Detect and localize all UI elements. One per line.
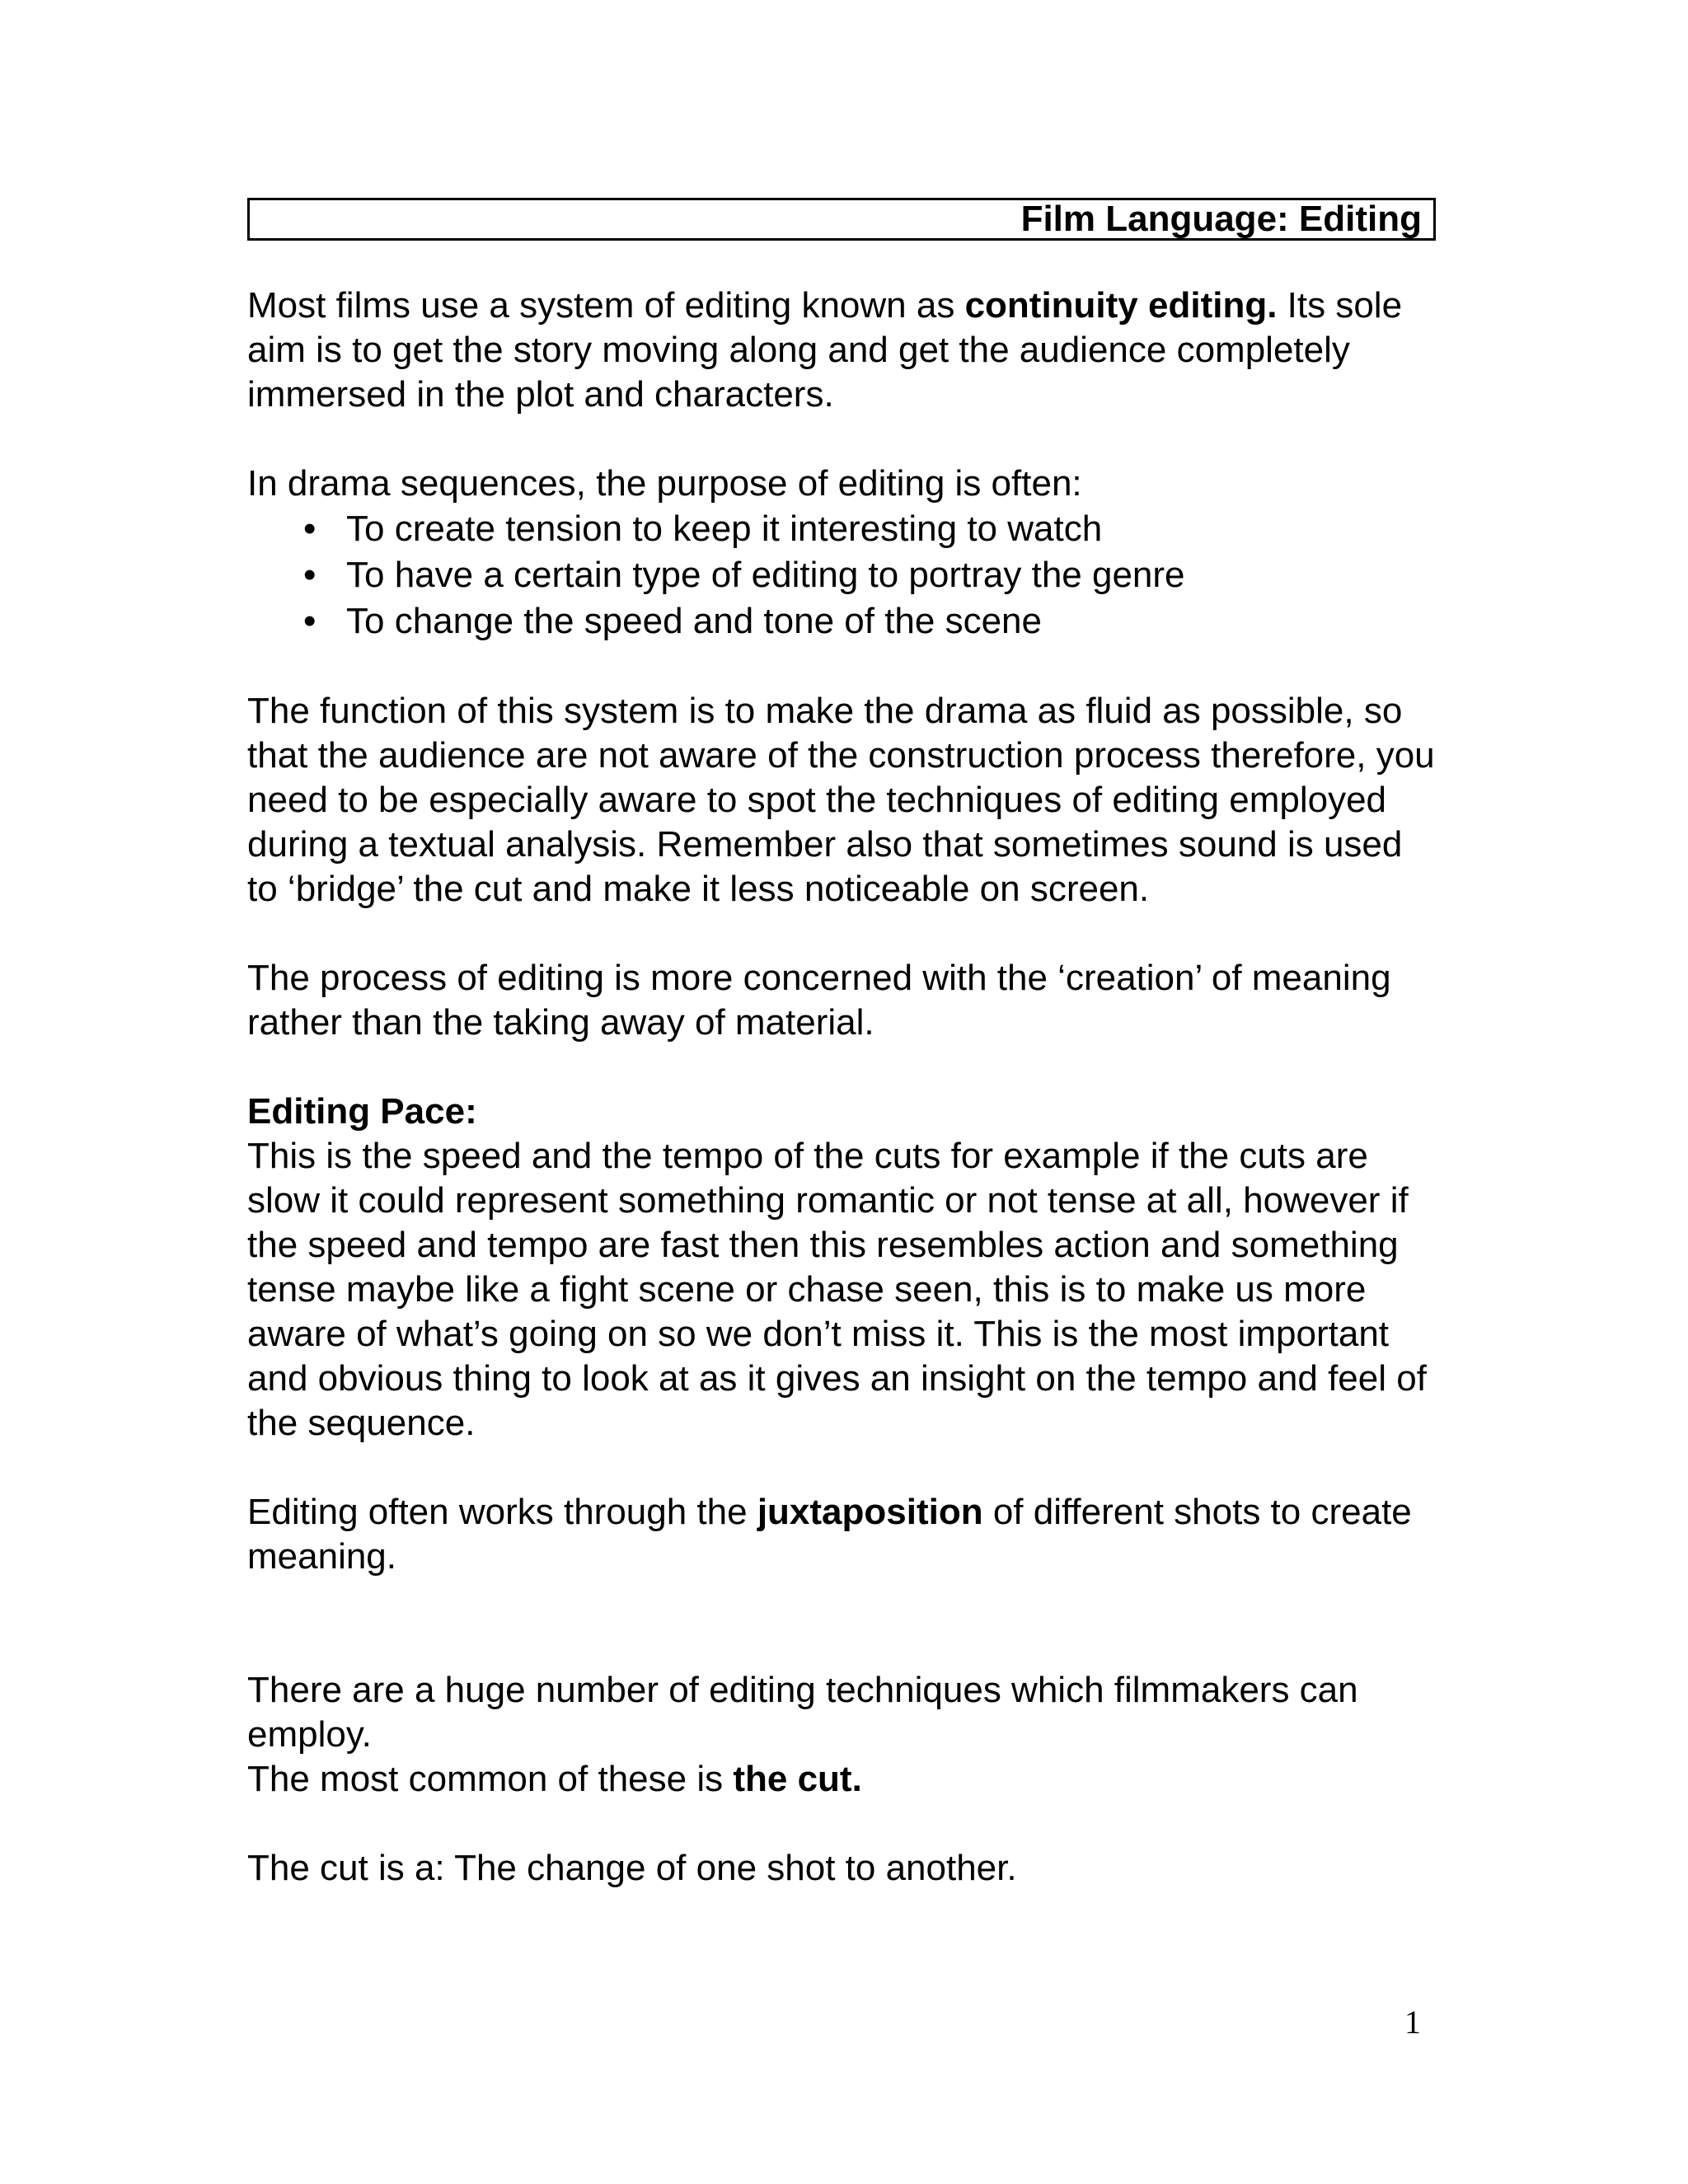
intro-text-end: Its sole aim is to get the story moving along and get the audience completely immersed in the plot and characters. [247, 285, 1403, 415]
juxtaposition-paragraph [247, 1490, 1436, 1579]
most-common-paragraph [247, 1757, 1436, 1802]
list-item-text: To have a certain type of editing to portray the genre [346, 555, 1185, 595]
bullet-icon: • [303, 555, 316, 595]
juxtaposition-term: juxtaposition [757, 1492, 983, 1532]
intro-paragraph [247, 284, 1436, 417]
list-item-text: To create tension to keep it interesting to watch [346, 509, 1103, 549]
list-item [247, 598, 1436, 644]
cut-definition: The cut is a: The change of one shot to another. [247, 1848, 1017, 1888]
page-title: Film Language: Editing [247, 198, 1436, 241]
the-cut-term: the cut. [733, 1759, 862, 1799]
function-paragraph: The function of this system is to make the drama as fluid as possible, so that the audience are not aware of the construction process therefore, you need to be especially aware to spot the techniques of editing employed during a textual analysis. Remember also that sometimes sound is used to ‘bridge’ the cut and make it less noticeable on screen. [247, 691, 1435, 909]
document-page [247, 198, 1436, 1891]
most-common-text: The most common of these is [247, 1759, 734, 1799]
list-item-text: To change the speed and tone of the scene [346, 601, 1042, 641]
bullet-icon: • [303, 509, 316, 549]
list-item [247, 552, 1436, 598]
purpose-list [247, 506, 1436, 644]
continuity-editing-term: continuity editing. [964, 285, 1278, 326]
juxtaposition-text-end: of different shots to create meaning. [247, 1492, 1412, 1577]
juxtaposition-text-start: Editing often works through the [247, 1492, 757, 1532]
editing-pace-heading: Editing Pace: [247, 1091, 477, 1132]
editing-pace-paragraph: This is the speed and the tempo of the cuts for example if the cuts are slow it could represent something romantic or not tense at all, however if the speed and tempo are fast then this resembles action and something tense maybe like a fight scene or chase seen, this is to make us more aware of what’s going on so we don’t miss it. This is the most important and obvious thing to look at as it gives an insight on the tempo and feel of the sequence. [247, 1136, 1427, 1443]
intro-text-start: Most films use a system of editing known as [247, 285, 965, 326]
page-number: 1 [1404, 2004, 1421, 2041]
drama-purpose-intro: In drama sequences, the purpose of editing is often: [247, 463, 1082, 504]
list-item [247, 506, 1436, 552]
bullet-icon: • [303, 601, 316, 641]
process-paragraph: The process of editing is more concerned with the ‘creation’ of meaning rather than the taking away of material. [247, 958, 1391, 1043]
techniques-paragraph: There are a huge number of editing techniques which filmmakers can employ. [247, 1670, 1358, 1755]
